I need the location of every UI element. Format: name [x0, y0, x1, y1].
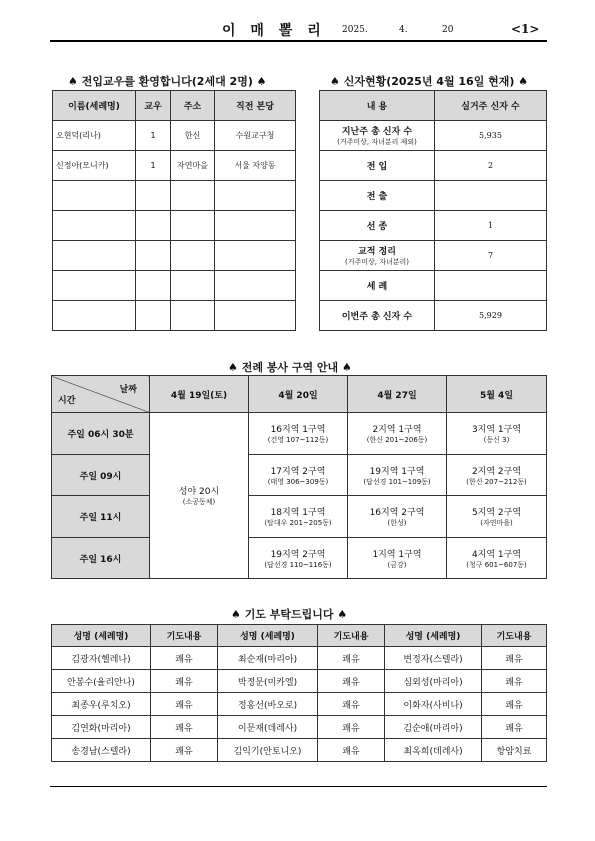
issue-month: 4. [399, 25, 408, 35]
welcome-cell [215, 271, 296, 301]
status-row [320, 211, 547, 241]
prayer-cell: 쾌유 [318, 670, 385, 693]
service-cell [447, 455, 547, 496]
status-label-sub: (거주미상, 자녀분리 제외) [337, 138, 417, 146]
service-cell [348, 413, 447, 455]
prayer-cell: 항암치료 [482, 739, 547, 762]
welcome-cell [136, 271, 171, 301]
welcome-header-row [53, 91, 296, 121]
service-cell-sub: (답선경 101~109동) [363, 477, 431, 486]
welcome-cell [171, 301, 215, 331]
prayer-cell: 쾌유 [151, 739, 218, 762]
status-header-row [320, 91, 547, 121]
welcome-row [53, 301, 296, 331]
welcome-cell: 1 [136, 151, 171, 181]
prayer-header-row [52, 625, 547, 647]
welcome-row [53, 211, 296, 241]
status-row [320, 301, 547, 331]
status-value: 5,935 [435, 121, 547, 151]
service-cell-main: 3지역 1구역 [471, 425, 522, 435]
service-time: 주일 11시 [52, 496, 150, 538]
welcome-cell: 한신 [171, 121, 215, 151]
service-cell-sub: (건영 107~112동) [267, 436, 329, 444]
prayer-cell: 쾌유 [318, 647, 385, 670]
service-vigil-sub: (소공동체) [182, 498, 216, 506]
prayer-col-content: 기도내용 [482, 625, 547, 647]
welcome-table [52, 90, 296, 331]
welcome-title: ♠ 전입교우를 환영합니다(2세대 2명) ♠ [68, 75, 267, 88]
service-cell [249, 413, 348, 455]
prayer-cell: 김순애(마리아) [385, 716, 482, 739]
prayer-cell: 안봉수(율리안나) [52, 670, 151, 693]
service-cell-main: 2지역 2구역 [471, 466, 522, 477]
service-time: 주일 16시 [52, 538, 150, 579]
welcome-cell [53, 241, 136, 271]
prayer-cell: 쾌유 [482, 647, 547, 670]
welcome-col-name: 이름(세례명) [53, 91, 136, 121]
status-label: 전 입 [320, 151, 435, 181]
prayer-col-name: 성명 (세례명) [218, 625, 318, 647]
prayer-title: ♠ 기도 부탁드립니다 ♠ [231, 608, 348, 621]
status-label [320, 121, 435, 151]
prayer-cell: 김광자(헬레나) [52, 647, 151, 670]
prayer-cell: 변정자(스텔라) [385, 647, 482, 670]
status-label [320, 241, 435, 271]
welcome-row [53, 241, 296, 271]
prayer-cell: 김익기(안토니오) [218, 739, 318, 762]
issue-day: 20 [442, 25, 454, 35]
service-cell [249, 538, 348, 579]
status-label-text: 지난주 총 신자 수 [341, 127, 413, 137]
service-cell [348, 496, 447, 538]
status-value: 7 [435, 241, 547, 271]
prayer-cell: 쾌유 [482, 670, 547, 693]
prayer-row [52, 716, 547, 739]
status-table [319, 90, 547, 331]
header-rule [50, 40, 547, 42]
service-vigil-cell [150, 413, 249, 579]
service-cell-main: 19지역 1구역 [369, 466, 425, 477]
status-label: 세 례 [320, 271, 435, 301]
prayer-cell: 쾌유 [151, 693, 218, 716]
prayer-col-name: 성명 (세례명) [385, 625, 482, 647]
service-header-row [52, 376, 547, 413]
service-date: 4월 27일 [348, 376, 447, 413]
prayer-col-name: 성명 (세례명) [52, 625, 151, 647]
service-time: 주일 09시 [52, 455, 150, 496]
service-cell-main: 18지역 1구역 [270, 508, 326, 518]
bulletin-title: 이 매 뽈 리 [222, 23, 326, 39]
service-table [51, 375, 547, 579]
welcome-col-address: 주소 [171, 91, 215, 121]
welcome-cell [215, 301, 296, 331]
service-cell [447, 538, 547, 579]
service-cell [348, 538, 447, 579]
welcome-row [53, 181, 296, 211]
footer-rule [50, 786, 547, 787]
service-date: 4월 20일 [249, 376, 348, 413]
service-corner-cell [52, 376, 150, 413]
service-cell-main: 17지역 2구역 [270, 466, 326, 477]
welcome-cell [136, 241, 171, 271]
prayer-cell: 최옥희(데레사) [385, 739, 482, 762]
welcome-cell [215, 211, 296, 241]
page-number: <1> [511, 22, 540, 36]
welcome-col-parish: 직전 본당 [215, 91, 296, 121]
status-value: 2 [435, 151, 547, 181]
prayer-cell: 최종우(루치오) [52, 693, 151, 716]
service-cell-main: 16지역 1구역 [270, 425, 326, 435]
status-row [320, 151, 547, 181]
issue-year: 2025. [342, 25, 368, 35]
prayer-cell: 쾌유 [151, 647, 218, 670]
prayer-cell: 이화자(사비나) [385, 693, 482, 716]
service-row [52, 455, 547, 496]
welcome-row [53, 121, 296, 151]
service-cell-sub: (자연마을) [480, 519, 513, 527]
status-label: 전 출 [320, 181, 435, 211]
welcome-row [53, 271, 296, 301]
service-cell [447, 496, 547, 538]
service-date: 4월 19일(토) [150, 376, 249, 413]
service-cell [348, 455, 447, 496]
welcome-cell [136, 181, 171, 211]
service-cell [249, 496, 348, 538]
status-label: 이번주 총 신자 수 [320, 301, 435, 331]
prayer-table [51, 624, 547, 762]
prayer-cell: 송경남(스텔라) [52, 739, 151, 762]
status-row [320, 121, 547, 151]
prayer-cell: 쾌유 [482, 716, 547, 739]
status-value: 1 [435, 211, 547, 241]
service-cell-sub: (동신 3) [483, 436, 510, 444]
service-date: 5월 4일 [447, 376, 547, 413]
prayer-cell: 김연화(마리아) [52, 716, 151, 739]
welcome-cell [215, 241, 296, 271]
service-cell-sub: (탑대우 201~205동) [264, 519, 332, 527]
status-label-text: 교적 정리 [358, 247, 396, 257]
status-col-count: 실거주 신자 수 [435, 91, 547, 121]
status-value: 5,929 [435, 301, 547, 331]
prayer-cell: 쾌유 [318, 739, 385, 762]
status-row [320, 181, 547, 211]
welcome-cell [53, 301, 136, 331]
prayer-col-content: 기도내용 [318, 625, 385, 647]
service-cell [447, 413, 547, 455]
welcome-cell [171, 271, 215, 301]
prayer-cell: 쾌유 [318, 693, 385, 716]
welcome-cell [136, 301, 171, 331]
prayer-cell: 쾌유 [151, 716, 218, 739]
welcome-cell: 오현덕(리나) [53, 121, 136, 151]
service-cell-sub: (금강) [387, 560, 407, 569]
service-row [52, 496, 547, 538]
service-cell-main: 2지역 1구역 [372, 425, 422, 435]
status-value [435, 181, 547, 211]
welcome-cell [53, 181, 136, 211]
prayer-row [52, 647, 547, 670]
welcome-cell: 1 [136, 121, 171, 151]
welcome-cell [215, 181, 296, 211]
status-label: 선 종 [320, 211, 435, 241]
service-vigil-label: 성야 20시 [178, 487, 220, 497]
status-row [320, 271, 547, 301]
prayer-cell: 심외성(마리아) [385, 670, 482, 693]
welcome-cell: 신정아(모니카) [53, 151, 136, 181]
service-cell [249, 455, 348, 496]
welcome-row [53, 151, 296, 181]
welcome-cell [171, 241, 215, 271]
prayer-cell: 최순재(마리아) [218, 647, 318, 670]
welcome-cell [136, 211, 171, 241]
welcome-cell: 자연마을 [171, 151, 215, 181]
status-title: ♠ 신자현황(2025년 4월 16일 현재) ♠ [330, 75, 529, 88]
welcome-col-count: 교우 [136, 91, 171, 121]
prayer-col-content: 기도내용 [151, 625, 218, 647]
prayer-cell: 정홍선(바오로) [218, 693, 318, 716]
service-cell-main: 16지역 2구역 [369, 508, 425, 518]
prayer-cell: 박정문(미카엘) [218, 670, 318, 693]
service-cell-sub: (태영 306~309동) [267, 477, 329, 486]
service-cell-main: 19지역 2구역 [270, 549, 326, 560]
welcome-cell: 수원교구청 [215, 121, 296, 151]
status-value [435, 271, 547, 301]
service-time: 주일 06시 30분 [52, 413, 150, 455]
prayer-row [52, 670, 547, 693]
service-cell-main: 5지역 2구역 [471, 508, 522, 518]
service-corner-date: 날짜 [119, 385, 137, 395]
service-title: ♠ 전례 봉사 구역 안내 ♠ [228, 361, 352, 374]
prayer-cell: 이문재(데레사) [218, 716, 318, 739]
service-cell-sub: (한신 207~212동) [466, 477, 527, 486]
prayer-cell: 쾌유 [151, 670, 218, 693]
status-label-sub: (거주미상, 자녀분리) [344, 258, 409, 266]
welcome-cell: 서울 자양동 [215, 151, 296, 181]
service-row [52, 413, 547, 455]
service-cell-sub: (청구 601~607동) [466, 560, 527, 569]
prayer-cell: 쾌유 [482, 693, 547, 716]
status-row [320, 241, 547, 271]
status-col-content: 내 용 [320, 91, 435, 121]
service-cell-sub: (답선경 110~116동) [264, 560, 332, 569]
prayer-row [52, 739, 547, 762]
service-cell-main: 4지역 1구역 [471, 549, 522, 560]
service-corner-time: 시간 [58, 396, 76, 406]
service-cell-sub: (한신 201~206동) [366, 436, 428, 444]
service-cell-main: 1지역 1구역 [372, 549, 422, 560]
prayer-row [52, 693, 547, 716]
service-row [52, 538, 547, 579]
prayer-cell: 쾌유 [318, 716, 385, 739]
welcome-cell [53, 211, 136, 241]
welcome-cell [171, 211, 215, 241]
welcome-cell [53, 271, 136, 301]
welcome-cell [171, 181, 215, 211]
service-cell-sub: (한성) [387, 519, 407, 527]
